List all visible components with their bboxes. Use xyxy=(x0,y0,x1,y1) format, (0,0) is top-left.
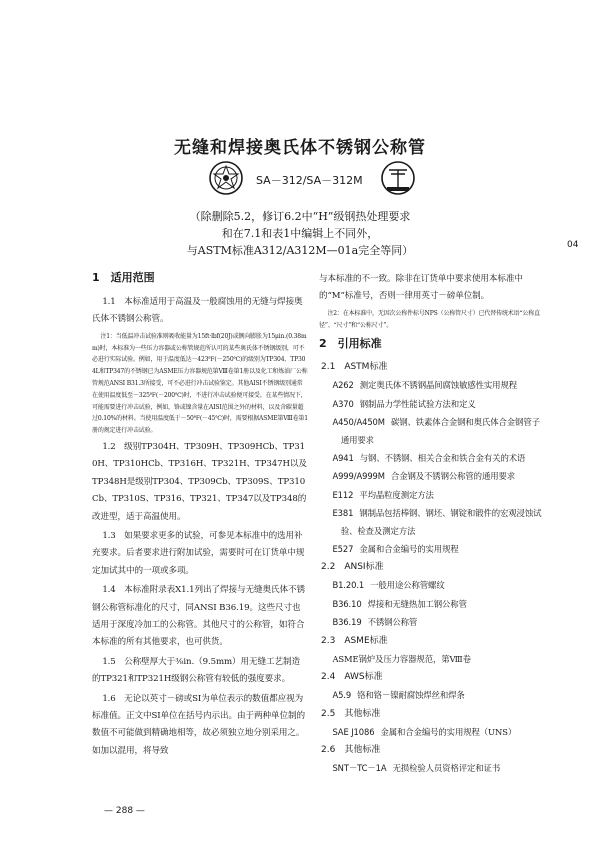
reference-item xyxy=(319,505,545,540)
reference-code: SAE J1086 xyxy=(332,726,375,737)
right-column xyxy=(319,271,545,778)
reference-title: 铬和铬－镍耐腐蚀焊丝和焊条 xyxy=(357,690,465,701)
reference-item xyxy=(319,396,545,413)
reference-item xyxy=(319,724,545,741)
reference-title: 碳钢、铁素体合金钢和奥氏体合金钢管子通用要求 xyxy=(340,417,540,445)
reference-title: 平均晶粒度测定方法 xyxy=(359,489,434,500)
standard-designation: SA－312/SA－312M xyxy=(256,174,363,187)
reference-code: A370 xyxy=(332,398,354,409)
reference-code: A262 xyxy=(332,380,354,391)
reference-title: 钢制品包括棒钢、钢坯、钢锭和锻件的宏观浸蚀试验、检查及测定方法 xyxy=(340,508,542,536)
section-1-heading: 1 适用范围 xyxy=(92,271,155,284)
reference-code: A450/A450M xyxy=(332,417,385,428)
reference-title: 不锈钢公称管 xyxy=(367,617,418,628)
reference-item xyxy=(319,687,545,704)
reference-title: 钢制品力学性能试验方法和定义 xyxy=(359,398,476,409)
subsection-heading: 2.2 ANSI标准 xyxy=(321,562,384,573)
reference-item xyxy=(319,468,545,485)
paragraph-1-6: 1.6 无论以英寸－磅或SI为单位表示的数值都应视为标准值。正文中SI单位在括号内示出。由于两种单位制的数值不可能做到精确地相等，故必须独立地分别采用之。如加以混用，将导致 xyxy=(92,693,305,756)
reference-item xyxy=(319,596,545,613)
reference-item xyxy=(319,377,545,394)
reference-code: A999/A999M xyxy=(332,471,385,482)
paragraph-1-5: 1.5 公称壁厚大于⅜in.（9.5mm）用无缝工艺制造的TP321和TP321H级钢公称管有较低的强度要求。 xyxy=(92,656,300,685)
reference-title: 无损检验人员资格评定和证书 xyxy=(392,762,501,773)
paragraph-1-1: 1.1 本标准适用于高温及一般腐蚀用的无缝与焊接奥氏体不锈钢公称管。 xyxy=(92,297,303,325)
reference-item xyxy=(319,487,545,504)
note-2: 注2：在本标准中，无因次公称件标号NPS（公称管尺寸）已代替传统术语“公称直径”、“尺寸”和“公称尺寸”。 xyxy=(319,309,540,329)
note-1: 注1：当低温冲击试验准则吸收能量为15ft·lbf(20J)或侧向膨胀为15μin.(0.38mm)时，本标准为一些压力容器或公称管规范所认可的某些奥氏体不锈钢级别，可不必进行实际试验。例如，用于温度低达－423℉(－250℃)的级别为TP304、TP304L和TP347的不锈钢已为ASME压力容器规范第Ⅷ卷第1册以及化工和炼油厂公称管规范ANSI B31.3所接受，可不必进行冲击试验鉴定。其他AISI不锈钢级别通常在使用温度低至－325℉(－200℃)时，不进行冲击试验便可接受。在某些情况下，可能需要进行冲击试验，例如，铬或镍含量在AISI范围之外的材料，以及含碳量超过0.10%的材料。当使用温度低于－50℉(－45℃)时，需要根据ASME第Ⅷ卷第1册的规定进行冲击试验。 xyxy=(92,332,308,435)
reference-title: 金属和合金编号的实用规程（UNS） xyxy=(380,726,517,737)
adoption-note-line-2: 和在7.1和表1中编辑上不同外， xyxy=(221,227,379,240)
subsection-heading: 2.6 其他标准 xyxy=(321,744,381,755)
astm-logo-icon xyxy=(380,160,416,196)
reference-code: B36.10 xyxy=(332,598,362,609)
reference-item xyxy=(319,651,545,668)
reference-item xyxy=(319,541,545,558)
paragraph-1-3: 1.3 如果要求更多的试验，可参见本标准中的选用补充要求。后者要求进行附加试验，需要时可在订货单中规定加试其中的一项或多项。 xyxy=(92,531,305,576)
reference-item xyxy=(319,414,545,449)
paragraph-1-4: 1.4 本标准附录表X1.1列出了焊接与无缝奥氏体不锈钢公称管标准化的尺寸，同ANSI B36.19。这些尺寸也适用于深度冷加工的公称管。其他尺寸的公称管，如符合本标准的所有其他要求，也可供货。 xyxy=(92,585,305,648)
reference-code: SNT－TC－1A xyxy=(332,762,387,773)
reference-code: E527 xyxy=(332,544,354,555)
reference-code: E112 xyxy=(332,489,354,500)
asme-logo-icon xyxy=(208,160,244,196)
reference-code: B1.20.1 xyxy=(332,580,365,591)
subsection-heading: 2.5 其他标准 xyxy=(321,708,381,719)
reference-title: 与钢、不锈钢、相关合金和铁合金有关的术语 xyxy=(359,453,526,464)
adoption-note-line-1: （除删除5.2，修订6.2中“H”级钢热处理要求 xyxy=(189,210,411,223)
reference-item xyxy=(319,614,545,631)
reference-code: A941 xyxy=(332,453,354,464)
subsection-heading: 2.4 AWS标准 xyxy=(321,672,383,683)
reference-title: 焊接和无缝热加工钢公称管 xyxy=(367,598,467,609)
paragraph-1-2: 1.2 级别TP304H、TP309H、TP309HCb、TP310H、TP310HCb、TP316H、TP321H、TP347H以及TP348H是级别TP304、TP309Cb、TP309S、TP310Cb、TP310S、TP316、TP321、TP347以及TP348的改进型，适于高温使用。 xyxy=(92,441,307,522)
reference-title: 测定奥氏体不锈钢晶间腐蚀敏感性实用规程 xyxy=(359,380,517,391)
reference-code: B36.19 xyxy=(332,617,362,628)
section-2-heading: 2 引用标准 xyxy=(319,337,382,351)
reference-title: 合金钢及不锈钢公称管的通用要求 xyxy=(390,471,516,482)
reference-item xyxy=(319,577,545,594)
reference-code: A5.9 xyxy=(332,690,352,701)
reference-item xyxy=(319,450,545,467)
document-title: 无缝和焊接奥氏体不锈钢公称管 xyxy=(174,138,426,158)
left-column xyxy=(92,271,308,762)
adoption-note-line-3: 与ASTM标准A312/A312M—01a完全等同） xyxy=(186,244,414,257)
reference-title: 金属和合金编号的实用规程 xyxy=(359,544,459,555)
paragraph-1-6-continued: 与本标准的不一致。除非在订货单中要求使用本标准中的“M”标准号，否则一律用英寸－磅单位制。 xyxy=(319,274,523,302)
reference-title: 一般用途公称管螺纹 xyxy=(370,580,445,591)
subsection-heading: 2.3 ASME标准 xyxy=(321,635,388,646)
reference-title: ASME锅炉及压力容器规范，第Ⅷ卷 xyxy=(332,653,471,664)
page-number: — 288 — xyxy=(104,806,145,816)
reference-code: E381 xyxy=(332,508,354,519)
subsection-heading: 2.1 ASTM标准 xyxy=(321,362,388,373)
margin-number: 04 xyxy=(567,240,579,250)
reference-item xyxy=(319,760,545,777)
